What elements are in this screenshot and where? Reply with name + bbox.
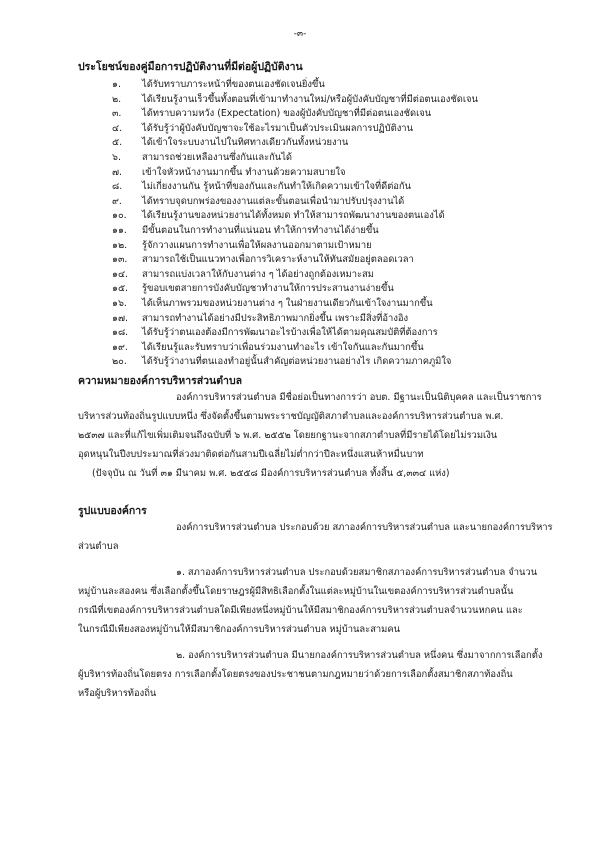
section-heading-benefits: ประโยชน์ของคู่มือการปฏิบัติงานที่มีต่อผู้ปฏิบัติงาน [78, 61, 303, 73]
list-item-text: ได้เรียนรู้งานของหน่วยงานได้ทั้งหมด ทำให้สามารถพัฒนางานของตนเองได้ [142, 210, 445, 222]
mayor-paragraph-line: หรือผู้บริหารท้องถิ่น [78, 688, 157, 699]
list-item-number: ๑๔. [112, 268, 129, 280]
council-paragraph-line: กรณีที่เขตองค์การบริหารส่วนตำบลใดมีเพียงหนึ่งหมู่บ้านให้มีสมาชิกองค์การบริหารส่วนตำบลจำนวนหกคน และ [78, 605, 523, 616]
list-item-number: ๒. [112, 93, 122, 105]
structure-intro-line: องค์การบริหารส่วนตำบล ประกอบด้วย สภาองค์การบริหารส่วนตำบล และนายกองค์การบริหาร [176, 522, 553, 533]
list-item-text: สามารถใช้เป็นแนวทางเพื่อการวิเคราะห์งานให้ทันสมัยอยู่ตลอดเวลา [142, 254, 414, 266]
structure-intro-line: ส่วนตำบล [78, 541, 119, 552]
list-item-number: ๔. [112, 122, 123, 134]
page-number: -๓- [293, 29, 307, 39]
list-item-number: ๗. [112, 166, 123, 178]
list-item-number: ๑๗. [112, 312, 128, 324]
list-item-number: ๕. [112, 137, 123, 149]
list-item-number: ๙. [112, 195, 122, 207]
list-item-text: สามารถแบ่งเวลาให้กับงานต่าง ๆ ได้อย่างถูกต้องเหมาะสม [142, 268, 374, 280]
definition-line: บริหารส่วนท้องถิ่นรูปแบบหนึ่ง ซึ่งจัดตั้งขึ้นตามพระราชบัญญัติสภาตำบลและองค์การบริหารส่วนตำบล พ.ศ. [78, 411, 504, 422]
definition-line: ๒๕๓๗ และที่แก้ไขเพิ่มเติมจนถึงฉบับที่ ๖ พ.ศ. ๒๕๕๒ โดยยกฐานะจากสภาตำบลที่มีรายได้โดยไม่รวมเงิน [78, 430, 498, 441]
list-item-text: ได้เรียนรู้และรับทราบว่าเพื่อนร่วมงานทำอะไร เข้าใจกันและกันมากขึ้น [142, 341, 424, 353]
list-item-text: ได้ทราบความหวัง (Expectation) ของผู้บังคับบัญชาที่มีต่อตนเองชัดเจน [142, 108, 432, 120]
list-item-number: ๖. [112, 152, 121, 163]
list-item-text: รู้ขอบเขตสายการบังคับบัญชาทำงานให้การประสานงานง่ายขึ้น [142, 283, 394, 295]
list-item-text: สามารถช่วยเหลืองานซึ่งกันและกันได้ [142, 152, 293, 163]
mayor-paragraph-line: ผู้บริหารท้องถิ่นโดยตรง การเลือกตั้งโดยตรงของประชาชนตามกฎหมายว่าด้วยการเลือกตั้งสมาชิกสภาท้องถิ่น [78, 669, 513, 680]
council-paragraph-line: ในกรณีมีเพียงสองหมู่บ้านให้มีสมาชิกองค์การบริหารส่วนตำบล หมู่บ้านละสามคน [78, 624, 401, 635]
list-item-text: ได้เห็นภาพรวมของหน่วยงานต่าง ๆ ในฝ่ายงานเดียวกันเข้าใจงานมากขึ้น [142, 298, 433, 309]
list-item-text: เข้าใจหัวหน้างานมากขึ้น ทำงานด้วยความสบายใจ [142, 166, 346, 178]
list-item-text: ได้เข้าใจระบบงานไปในทิศทางเดียวกันทั้งหน่วยงาน [142, 137, 349, 149]
list-item-number: ๑. [112, 79, 121, 90]
list-item-number: ๓. [112, 108, 122, 120]
list-item-number: ๑๕. [112, 283, 129, 295]
list-item-text: รู้จักวางแผนการทำงานเพื่อให้ผลงานออกมาตามเป้าหมาย [142, 239, 372, 251]
list-item-number: ๑๑. [112, 225, 127, 236]
list-item-number: ๒๐. [112, 356, 127, 368]
list-item-number: ๘. [112, 181, 123, 193]
list-item-number: ๑๖. [112, 298, 127, 309]
list-item-number: ๑๘. [112, 327, 129, 339]
list-item-number: ๑๙. [112, 341, 128, 353]
section-heading-structure: รูปแบบองค์การ [78, 505, 147, 517]
list-item-text: ได้รับรู้ว่าตนเองต้องมีการพัฒนาอะไรบ้างเพื่อให้ได้ตามคุณสมบัติที่ต้องการ [142, 327, 438, 339]
list-item-text: ได้รับทราบภาระหน้าที่ของตนเองชัดเจนยิ่งขึ้น [142, 79, 325, 90]
list-item-number: ๑๒. [112, 239, 128, 251]
list-item-text: ได้เรียนรู้งานเร็วขึ้นทั้งตอนที่เข้ามาทำงานใหม่/หรือผู้บังคับบัญชาที่มีต่อตนเองชัดเจน [142, 93, 478, 105]
council-paragraph-line: หมู่บ้านละสองคน ซึ่งเลือกตั้งขึ้นโดยราษฎรผู้มีสิทธิเลือกตั้งในแต่ละหมู่บ้านในเขตองค์การบริหารส่วนตำบลนั้น [78, 586, 514, 597]
definition-line: องค์การบริหารส่วนตำบล มีชื่อย่อเป็นทางการว่า อบต. มีฐานะเป็นนิติบุคคล และเป็นราชการ [176, 392, 542, 403]
council-paragraph-line: ๑. สภาองค์การบริหารส่วนตำบล ประกอบด้วยสมาชิกสภาองค์การบริหารส่วนตำบล จำนวน [176, 567, 538, 578]
mayor-paragraph-line: ๒. องค์การบริหารส่วนตำบล มีนายกองค์การบริหารส่วนตำบล หนึ่งคน ซึ่งมาจากการเลือกตั้ง [176, 650, 543, 661]
list-item-text: ได้รับรู้ว่าผู้บังคับบัญชาจะใช้อะไรมาเป็นตัวประเมินผลการปฏิบัติงาน [142, 122, 413, 134]
list-item-text: ได้รับรู้ว่างานที่ตนเองทำอยู่นั้นสำคัญต่อหน่วยงานอย่างไร เกิดความภาคภูมิใจ [142, 356, 452, 368]
list-item-text: มีขั้นตอนในการทำงานที่แน่นอน ทำให้การทำงานได้ง่ายขึ้น [142, 225, 379, 236]
list-item-number: ๑๐. [112, 210, 127, 222]
list-item-text: สามารถทำงานได้อย่างมีประสิทธิภาพมากยิ่งขึ้น เพราะมีสิ่งที่อ้างอิง [142, 312, 409, 324]
definition-line: (ปัจจุบัน ณ วันที่ ๓๑ มีนาคม พ.ศ. ๒๕๕๘ มีองค์การบริหารส่วนตำบล ทั้งสิ้น ๕,๓๓๔ แห่ง) [92, 468, 450, 479]
definition-line: อุดหนุนในปีงบประมาณที่ล่วงมาติดต่อกันสามปีเฉลี่ยไม่ต่ำกว่าปีละหนึ่งแสนห้าหมื่นบาท [78, 449, 424, 460]
list-item-text: ได้ทราบจุดบกพร่องของงานแต่ละขั้นตอนเพื่อนำมาปรับปรุงงานได้ [142, 195, 405, 207]
list-item-number: ๑๓. [112, 254, 128, 266]
section-heading-definition: ความหมายองค์การบริหารส่วนตำบล [78, 375, 243, 387]
list-item-text: ไม่เกี่ยงงานกัน รู้หน้าที่ของกันและกันทำให้เกิดความเข้าใจที่ดีต่อกัน [142, 181, 412, 193]
